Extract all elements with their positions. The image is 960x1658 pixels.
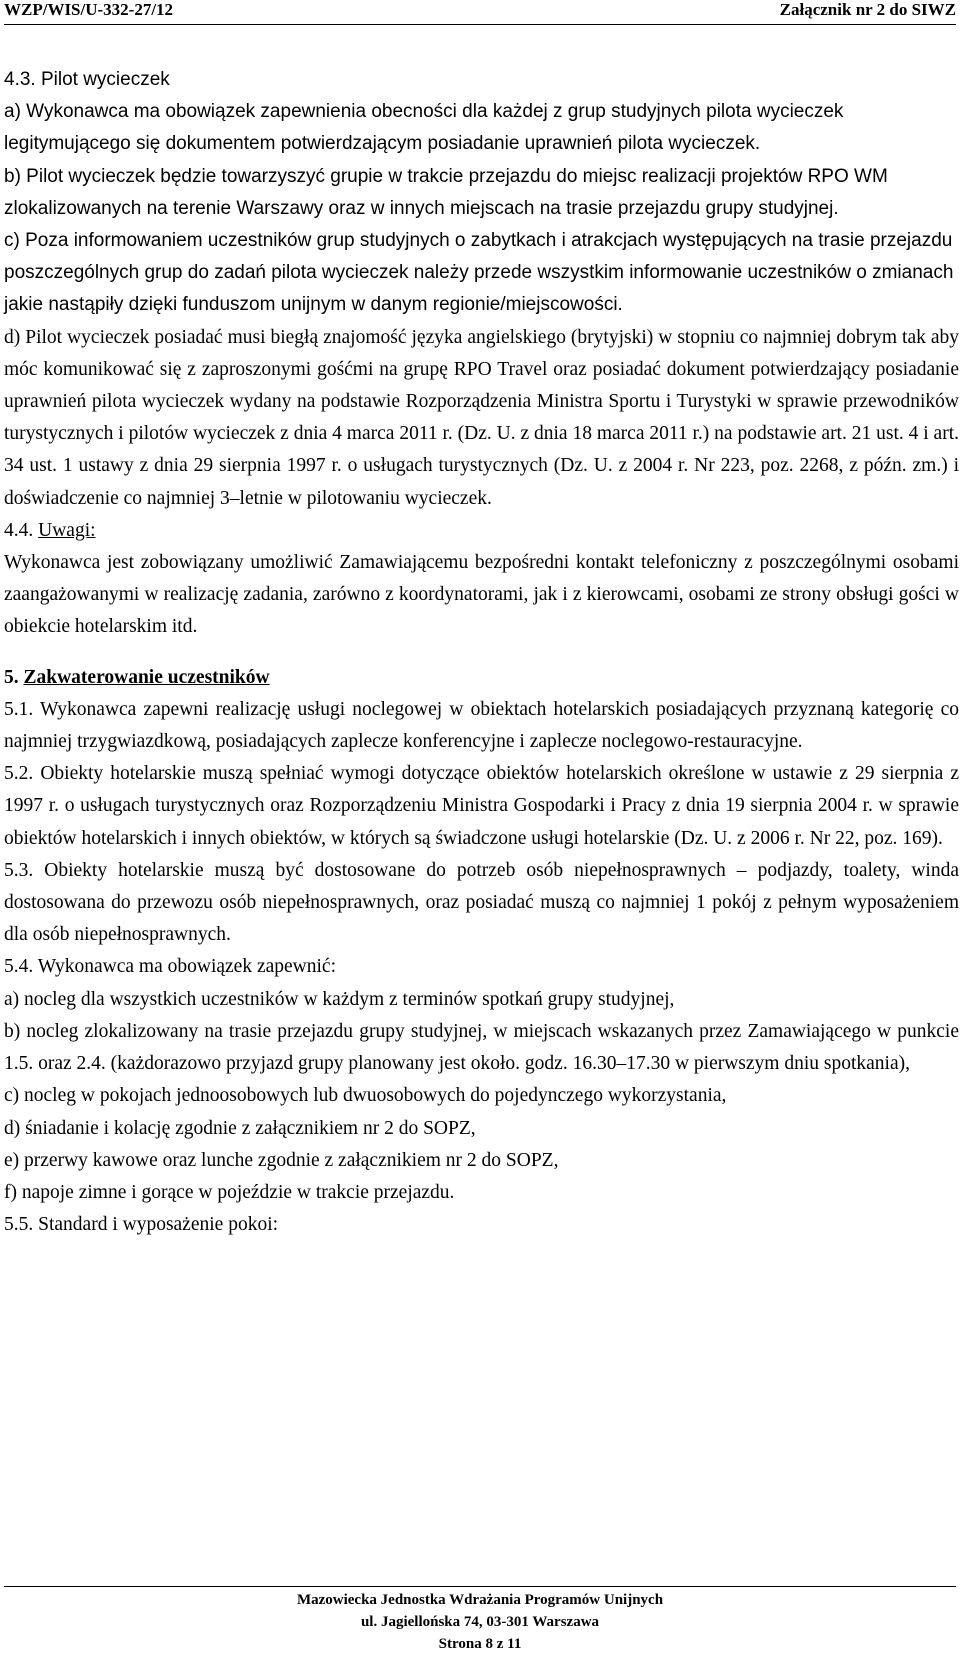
footer-organization: Mazowiecka Jednostka Wdrażania Programów Unijnych [296, 1592, 664, 1608]
section-5-2: 5.2. Obiekty hotelarskie muszą spełniać wymogi dotyczące obiektów hotelarskich określone w ustawie z 29 sierpnia z 1997 r. o usługach turystycznych oraz Rozporządzeniu Ministra Gospodarki i Pracy z dnia 19 sierpnia 2004 r. w sprawie obiektów hotelarskich i innych obiektów, w których są świadczone usługi hotelarskie (Dz. U. z 2006 r. Nr 22, poz. 169). [4, 763, 959, 849]
section-4-3-title: 4.3. Pilot wycieczek [4, 69, 170, 90]
page-number: Strona 8 z 11 [438, 1636, 522, 1652]
list-item: a) nocleg dla wszystkich uczestników w każdym z terminów spotkań grupy studyjnej, [4, 988, 675, 1010]
list-item: d) śniadanie i kolację zgodnie z załącznikiem nr 2 do SOPZ, [4, 1117, 476, 1139]
section-4-3-d: d) Pilot wycieczek posiadać musi biegłą znajomość języka angielskiego (brytyjski) w stopniu co najmniej dobrym tak aby móc komunikować się z zaproszonymi gośćmi na grupę RPO Travel oraz posiadać dokument potwierdzający posiadanie uprawnień pilota wycieczek wydany na podstawie Rozporządzenia Ministra Sportu i Turystyki w sprawie przewodników turystycznych i pilotów wycieczek z dnia 4 marca 2011 r. (Dz. U. z dnia 18 marca 2011 r.) na podstawie art. 21 ust. 4 i art. 34 ust. 1 ustawy z dnia 29 sierpnia 1997 r. o usługach turystycznych (Dz. U. z 2004 r. Nr 223, poz. 2268, z późn. zm.) i doświadczenie co najmniej 3–letnie w pilotowaniu wycieczek. [4, 326, 959, 509]
section-5-4: 5.4. Wykonawca ma obowiązek zapewnić: [4, 956, 337, 978]
section-4-3-c: c) Poza informowaniem uczestników grup studyjnych o zabytkach i atrakcjach występujących na trasie przejazdu poszczególnych grup do zadań pilota wycieczek należy przede wszystkim informowanie uczestników o zmianach jakie nastąpiły dzięki funduszom unijnym w danym regionie/miejscowości. [4, 230, 954, 316]
list-item: b) nocleg zlokalizowany na trasie przejazdu grupy studyjnej, w miejscach wskazanych przez Zamawiającego w punkcie 1.5. oraz 2.4. (każdorazowo przyjazd grupy planowany jest około. godz. 16.30–17.30 w pierwszym dniu spotkania), [4, 1020, 959, 1075]
section-5-heading [4, 662, 959, 694]
section-5-title: Zakwaterowanie uczestników [23, 666, 270, 688]
section-4-4-text: Wykonawca jest zobowiązany umożliwić Zamawiającemu bezpośredni kontakt telefoniczny z poszczególnymi osobami zaangażowanymi w realizację zadania, zarówno z koordynatorami, jak i z kierowcami, osobami ze strony obsługi gości w obiekcie hotelarskim itd. [4, 552, 959, 638]
section-5-3: 5.3. Obiekty hotelarskie muszą być dostosowane do potrzeb osób niepełnosprawnych – podjazdy, toalety, winda dostosowana do przewozu osób niepełnosprawnych, oraz posiadać muszą co najmniej 1 pokój z pełnym wyposażeniem dla osób niepełnosprawnych. [4, 859, 959, 946]
section-4-4-title: Uwagi: [38, 519, 96, 541]
document-reference: WZP/WIS/U-332-27/12 [4, 0, 174, 19]
list-item: f) napoje zimne i gorące w pojeździe w trakcie przejazdu. [4, 1181, 455, 1203]
section-4-4-number: 4.4. [4, 519, 34, 541]
footer-address: ul. Jagiellońska 74, 03-301 Warszawa [360, 1614, 600, 1630]
attachment-label: Załącznik nr 2 do SIWZ [779, 0, 956, 19]
section-4-3-b: b) Pilot wycieczek będzie towarzyszyć grupie w trakcie przejazdu do miejsc realizacji projektów RPO WM zlokalizowanych na terenie Warszawy oraz w innych miejscach na trasie przejazdu grupy studyjnej. [4, 165, 888, 219]
section-5-number: 5. [4, 666, 19, 688]
section-4-3-a: a) Wykonawca ma obowiązek zapewnienia obecności dla każdej z grup studyjnych pilota wycieczek legitymującego się dokumentem potwierdzającym posiadanie uprawnień pilota wycieczek. [4, 101, 844, 155]
spacer [4, 644, 959, 662]
section-4-4-heading [4, 515, 959, 547]
list-item: e) przerwy kawowe oraz lunche zgodnie z załącznikiem nr 2 do SOPZ, [4, 1149, 559, 1171]
section-5-5: 5.5. Standard i wyposażenie pokoi: [4, 1214, 279, 1236]
page-footer [4, 1586, 956, 1655]
list-item: c) nocleg w pokojach jednoosobowych lub dwuosobowych do pojedynczego wykorzystania, [4, 1085, 727, 1107]
page-content [4, 64, 959, 1241]
page-header [4, 0, 956, 25]
section-5-1: 5.1. Wykonawca zapewni realizację usługi noclegowej w obiektach hotelarskich posiadających przyznaną kategorię co najmniej trzygwiazdkową, posiadających zaplecze konferencyjne i zaplecze noclegowo-restauracyjne. [4, 698, 959, 753]
